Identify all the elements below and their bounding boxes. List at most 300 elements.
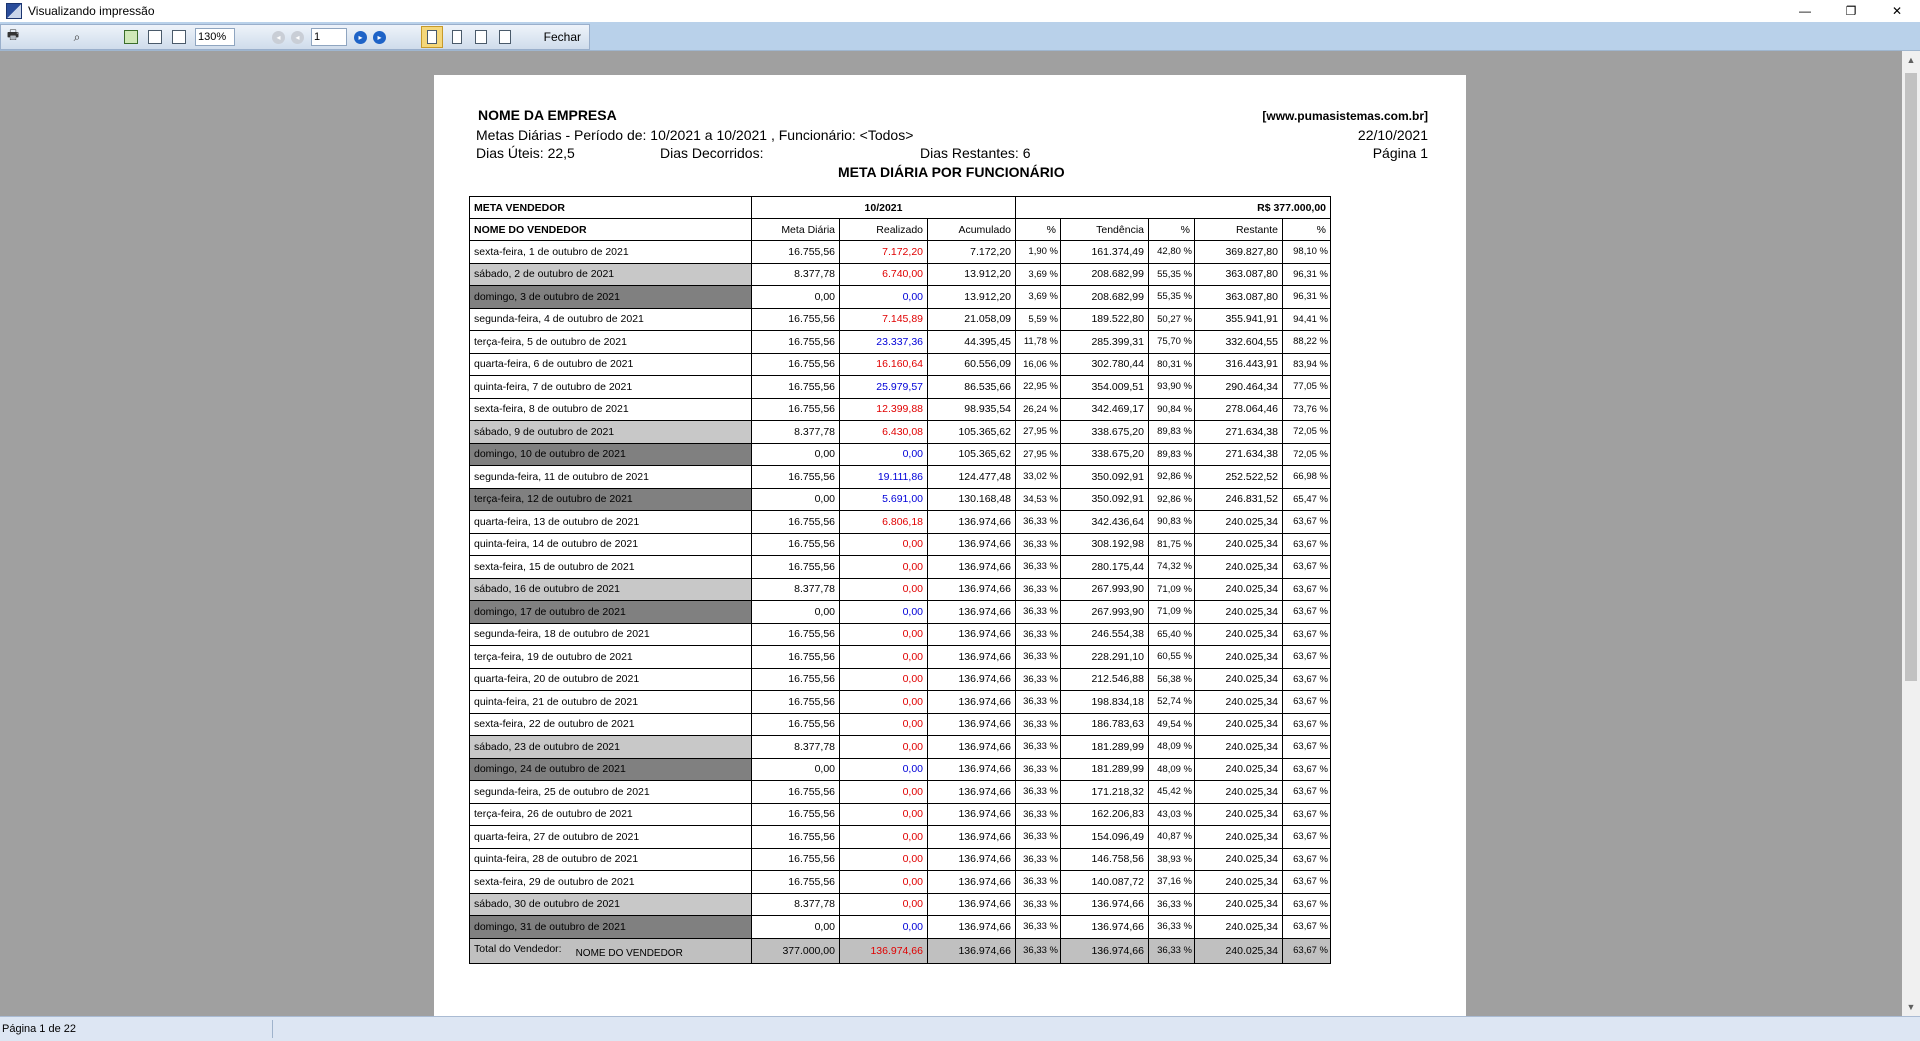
pct-restante-cell: 77,05 % [1283, 376, 1331, 399]
day-cell: segunda-feira, 4 de outubro de 2021 [470, 308, 752, 331]
realizado-cell: 0,00 [840, 803, 928, 826]
page-number-input[interactable]: 1 [311, 28, 347, 46]
pct-restante-cell: 63,67 % [1283, 916, 1331, 939]
pct-acumulado-cell: 36,33 % [1016, 871, 1061, 894]
tendencia-cell: 171.218,32 [1061, 781, 1149, 804]
acumulado-cell: 60.556,09 [928, 353, 1016, 376]
meta-cell: 16.755,56 [752, 848, 840, 871]
table-row [470, 511, 1331, 534]
table-row [470, 286, 1331, 309]
tendencia-cell: 338.675,20 [1061, 443, 1149, 466]
toolbar [0, 22, 1920, 51]
previous-page-icon[interactable]: ◂ [291, 31, 304, 44]
acumulado-cell: 136.974,66 [928, 623, 1016, 646]
maximize-button[interactable]: ❐ [1845, 4, 1857, 18]
company-name: NOME DA EMPRESA [478, 107, 617, 123]
scroll-up-icon[interactable]: ▲ [1906, 55, 1916, 65]
restante-cell: 355.941,91 [1195, 308, 1283, 331]
vertical-scrollbar[interactable] [1902, 51, 1920, 1016]
tendencia-cell: 308.192,98 [1061, 533, 1149, 556]
restante-cell: 240.025,34 [1195, 601, 1283, 624]
total-restante: 240.025,34 [1195, 938, 1283, 963]
status-page-count: Página 1 de 22 [0, 1020, 273, 1038]
meta-cell: 16.755,56 [752, 353, 840, 376]
total-label: Total do Vendedor: [474, 942, 562, 955]
meta-table [469, 196, 1331, 964]
total-seller-name: NOME DO VENDEDOR [575, 947, 683, 959]
realizado-cell: 5.691,00 [840, 488, 928, 511]
column-header: % [1149, 219, 1195, 241]
pct-tendencia-cell: 74,32 % [1149, 556, 1195, 579]
two-pages-icon[interactable] [447, 27, 467, 47]
realizado-cell: 0,00 [840, 601, 928, 624]
pct-tendencia-cell: 48,09 % [1149, 736, 1195, 759]
meta-cell: 8.377,78 [752, 578, 840, 601]
page-label: Página 1 [1372, 145, 1428, 161]
restante-cell: 290.464,34 [1195, 376, 1283, 399]
table-row [470, 398, 1331, 421]
pct-tendencia-cell: 93,90 % [1149, 376, 1195, 399]
day-cell: quinta-feira, 28 de outubro de 2021 [470, 848, 752, 871]
table-row [470, 488, 1331, 511]
day-cell: quarta-feira, 13 de outubro de 2021 [470, 511, 752, 534]
close-button[interactable]: Fechar [543, 30, 581, 44]
table-row [470, 353, 1331, 376]
pct-restante-cell: 63,67 % [1283, 646, 1331, 669]
day-cell: domingo, 10 de outubro de 2021 [470, 443, 752, 466]
pct-acumulado-cell: 34,53 % [1016, 488, 1061, 511]
meta-cell: 16.755,56 [752, 376, 840, 399]
day-cell: terça-feira, 5 de outubro de 2021 [470, 331, 752, 354]
restante-cell: 240.025,34 [1195, 758, 1283, 781]
tendencia-cell: 162.206,83 [1061, 803, 1149, 826]
meta-cell: 0,00 [752, 443, 840, 466]
pct-acumulado-cell: 27,95 % [1016, 443, 1061, 466]
table-row [470, 308, 1331, 331]
first-page-icon[interactable]: ◂ [272, 31, 285, 44]
pct-tendencia-cell: 50,27 % [1149, 308, 1195, 331]
table-row [470, 916, 1331, 939]
tendencia-cell: 161.374,49 [1061, 241, 1149, 264]
total-tendencia: 136.974,66 [1061, 938, 1149, 963]
zoom-input[interactable]: 130% [195, 28, 235, 46]
pct-tendencia-cell: 81,75 % [1149, 533, 1195, 556]
restante-cell: 363.087,80 [1195, 263, 1283, 286]
pct-restante-cell: 63,67 % [1283, 848, 1331, 871]
restante-cell: 240.025,34 [1195, 646, 1283, 669]
pct-tendencia-cell: 43,03 % [1149, 803, 1195, 826]
scrollbar-thumb[interactable] [1905, 73, 1917, 681]
print-icon[interactable]: 🖶 [6, 27, 20, 42]
column-header: Realizado [840, 219, 928, 241]
acumulado-cell: 136.974,66 [928, 601, 1016, 624]
total-meta: 377.000,00 [752, 938, 840, 963]
page-grid-icon[interactable] [495, 27, 515, 47]
dias-restantes: Dias Restantes: 6 [920, 145, 1031, 161]
pct-tendencia-cell: 49,54 % [1149, 713, 1195, 736]
pct-acumulado-cell: 36,33 % [1016, 556, 1061, 579]
meta-cell: 16.755,56 [752, 466, 840, 489]
column-header: Restante [1195, 219, 1283, 241]
day-cell: sexta-feira, 8 de outubro de 2021 [470, 398, 752, 421]
pct-tendencia-cell: 71,09 % [1149, 578, 1195, 601]
pct-restante-cell: 96,31 % [1283, 286, 1331, 309]
acumulado-cell: 136.974,66 [928, 533, 1016, 556]
tendencia-cell: 189.522,80 [1061, 308, 1149, 331]
restante-cell: 369.827,80 [1195, 241, 1283, 264]
pct-acumulado-cell: 3,69 % [1016, 286, 1061, 309]
pct-restante-cell: 63,67 % [1283, 601, 1331, 624]
day-cell: quarta-feira, 6 de outubro de 2021 [470, 353, 752, 376]
acumulado-cell: 136.974,66 [928, 848, 1016, 871]
app-icon [6, 3, 22, 19]
day-cell: segunda-feira, 11 de outubro de 2021 [470, 466, 752, 489]
meta-value: R$ 377.000,00 [1016, 197, 1331, 219]
tendencia-cell: 350.092,91 [1061, 488, 1149, 511]
pct-acumulado-cell: 36,33 % [1016, 511, 1061, 534]
multi-pages-icon[interactable] [471, 27, 491, 47]
realizado-cell: 6.740,00 [840, 263, 928, 286]
tendencia-cell: 198.834,18 [1061, 691, 1149, 714]
meta-cell: 0,00 [752, 286, 840, 309]
restante-cell: 240.025,34 [1195, 803, 1283, 826]
column-header: NOME DO VENDEDOR [470, 219, 752, 241]
tendencia-cell: 302.780,44 [1061, 353, 1149, 376]
dias-decorridos: Dias Decorridos: [660, 145, 764, 161]
table-row [470, 758, 1331, 781]
acumulado-cell: 7.172,20 [928, 241, 1016, 264]
tendencia-cell: 267.993,90 [1061, 601, 1149, 624]
day-cell: sábado, 2 de outubro de 2021 [470, 263, 752, 286]
realizado-cell: 16.160,64 [840, 353, 928, 376]
tendencia-cell: 228.291,10 [1061, 646, 1149, 669]
meta-cell: 16.755,56 [752, 623, 840, 646]
pct-tendencia-cell: 89,83 % [1149, 421, 1195, 444]
total-row [470, 938, 1331, 963]
pct-acumulado-cell: 26,24 % [1016, 398, 1061, 421]
day-cell: terça-feira, 12 de outubro de 2021 [470, 488, 752, 511]
search-icon[interactable]: ⌕ [73, 29, 81, 44]
day-cell: sábado, 16 de outubro de 2021 [470, 578, 752, 601]
table-row [470, 646, 1331, 669]
restante-cell: 316.443,91 [1195, 353, 1283, 376]
pct-acumulado-cell: 36,33 % [1016, 758, 1061, 781]
preview-area[interactable] [0, 51, 1902, 1016]
acumulado-cell: 13.912,20 [928, 286, 1016, 309]
table-row [470, 893, 1331, 916]
next-page-icon[interactable]: ▸ [354, 31, 367, 44]
pct-tendencia-cell: 92,86 % [1149, 466, 1195, 489]
day-cell: sexta-feira, 29 de outubro de 2021 [470, 871, 752, 894]
acumulado-cell: 136.974,66 [928, 758, 1016, 781]
pct-restante-cell: 63,67 % [1283, 623, 1331, 646]
acumulado-cell: 136.974,66 [928, 916, 1016, 939]
tendencia-cell: 350.092,91 [1061, 466, 1149, 489]
table-row [470, 263, 1331, 286]
pct-restante-cell: 63,67 % [1283, 826, 1331, 849]
table-row [470, 781, 1331, 804]
tendencia-cell: 342.436,64 [1061, 511, 1149, 534]
acumulado-cell: 136.974,66 [928, 713, 1016, 736]
tendencia-cell: 154.096,49 [1061, 826, 1149, 849]
tendencia-cell: 285.399,31 [1061, 331, 1149, 354]
table-row [470, 668, 1331, 691]
pct-tendencia-cell: 55,35 % [1149, 286, 1195, 309]
acumulado-cell: 105.365,62 [928, 443, 1016, 466]
total-pct-tendencia: 36,33 % [1149, 938, 1195, 963]
column-header: Meta Diária [752, 219, 840, 241]
restante-cell: 240.025,34 [1195, 713, 1283, 736]
meta-cell: 16.755,56 [752, 691, 840, 714]
meta-cell: 0,00 [752, 601, 840, 624]
table-row [470, 331, 1331, 354]
day-cell: terça-feira, 19 de outubro de 2021 [470, 646, 752, 669]
realizado-cell: 19.111,86 [840, 466, 928, 489]
meta-cell: 16.755,56 [752, 308, 840, 331]
pct-tendencia-cell: 80,31 % [1149, 353, 1195, 376]
restante-cell: 252.522,52 [1195, 466, 1283, 489]
pct-restante-cell: 63,67 % [1283, 893, 1331, 916]
pct-restante-cell: 94,41 % [1283, 308, 1331, 331]
meta-cell: 16.755,56 [752, 511, 840, 534]
realizado-cell: 0,00 [840, 893, 928, 916]
restante-cell: 246.831,52 [1195, 488, 1283, 511]
table-row [470, 601, 1331, 624]
dias-uteis: Dias Úteis: 22,5 [476, 145, 575, 161]
pct-restante-cell: 63,67 % [1283, 511, 1331, 534]
pct-acumulado-cell: 27,95 % [1016, 421, 1061, 444]
pct-restante-cell: 63,67 % [1283, 691, 1331, 714]
pct-tendencia-cell: 90,84 % [1149, 398, 1195, 421]
tendencia-cell: 136.974,66 [1061, 916, 1149, 939]
table-row [470, 848, 1331, 871]
meta-label: META VENDEDOR [470, 197, 752, 219]
table-row [470, 556, 1331, 579]
pct-restante-cell: 63,67 % [1283, 871, 1331, 894]
pct-tendencia-cell: 90,83 % [1149, 511, 1195, 534]
table-row [470, 871, 1331, 894]
day-cell: sexta-feira, 22 de outubro de 2021 [470, 713, 752, 736]
pct-tendencia-cell: 60,55 % [1149, 646, 1195, 669]
tendencia-cell: 136.974,66 [1061, 893, 1149, 916]
report-page [434, 75, 1466, 1016]
meta-cell: 16.755,56 [752, 871, 840, 894]
table-row [470, 443, 1331, 466]
pct-restante-cell: 66,98 % [1283, 466, 1331, 489]
minimize-button[interactable]: — [1799, 4, 1811, 18]
meta-cell: 16.755,56 [752, 826, 840, 849]
pct-tendencia-cell: 89,83 % [1149, 443, 1195, 466]
pct-tendencia-cell: 55,35 % [1149, 263, 1195, 286]
realizado-cell: 0,00 [840, 286, 928, 309]
restante-cell: 240.025,34 [1195, 511, 1283, 534]
pct-acumulado-cell: 36,33 % [1016, 893, 1061, 916]
acumulado-cell: 136.974,66 [928, 578, 1016, 601]
day-cell: quarta-feira, 20 de outubro de 2021 [470, 668, 752, 691]
day-cell: domingo, 3 de outubro de 2021 [470, 286, 752, 309]
day-cell: sexta-feira, 1 de outubro de 2021 [470, 241, 752, 264]
day-cell: quinta-feira, 14 de outubro de 2021 [470, 533, 752, 556]
pct-acumulado-cell: 33,02 % [1016, 466, 1061, 489]
export-icon[interactable] [145, 27, 165, 47]
restante-cell: 278.064,46 [1195, 398, 1283, 421]
pct-acumulado-cell: 36,33 % [1016, 826, 1061, 849]
day-cell: domingo, 31 de outubro de 2021 [470, 916, 752, 939]
realizado-cell: 0,00 [840, 871, 928, 894]
day-cell: domingo, 17 de outubro de 2021 [470, 601, 752, 624]
pct-tendencia-cell: 45,42 % [1149, 781, 1195, 804]
title-bar [0, 0, 1920, 22]
table-row [470, 691, 1331, 714]
realizado-cell: 0,00 [840, 781, 928, 804]
realizado-cell: 25.979,57 [840, 376, 928, 399]
restante-cell: 240.025,34 [1195, 533, 1283, 556]
table-row [470, 421, 1331, 444]
restante-cell: 240.025,34 [1195, 871, 1283, 894]
window-controls [1782, 0, 1920, 22]
acumulado-cell: 136.974,66 [928, 668, 1016, 691]
pct-restante-cell: 63,67 % [1283, 758, 1331, 781]
pct-tendencia-cell: 75,70 % [1149, 331, 1195, 354]
pct-restante-cell: 63,67 % [1283, 736, 1331, 759]
tendencia-cell: 146.758,56 [1061, 848, 1149, 871]
day-cell: quinta-feira, 7 de outubro de 2021 [470, 376, 752, 399]
report-heading: META DIÁRIA POR FUNCIONÁRIO [838, 164, 1065, 180]
column-header-row [470, 219, 1331, 241]
pct-acumulado-cell: 1,90 % [1016, 241, 1061, 264]
restante-cell: 240.025,34 [1195, 668, 1283, 691]
pct-tendencia-cell: 65,40 % [1149, 623, 1195, 646]
realizado-cell: 6.806,18 [840, 511, 928, 534]
pct-acumulado-cell: 3,69 % [1016, 263, 1061, 286]
pct-tendencia-cell: 36,33 % [1149, 893, 1195, 916]
pct-acumulado-cell: 36,33 % [1016, 601, 1061, 624]
realizado-cell: 6.430,08 [840, 421, 928, 444]
total-label-cell [470, 938, 752, 963]
window-title: Visualizando impressão [28, 4, 155, 18]
pct-restante-cell: 65,47 % [1283, 488, 1331, 511]
restante-cell: 363.087,80 [1195, 286, 1283, 309]
pct-tendencia-cell: 48,09 % [1149, 758, 1195, 781]
pct-acumulado-cell: 36,33 % [1016, 736, 1061, 759]
table-row [470, 736, 1331, 759]
meta-cell: 8.377,78 [752, 421, 840, 444]
table-row [470, 803, 1331, 826]
pct-tendencia-cell: 92,86 % [1149, 488, 1195, 511]
pct-acumulado-cell: 36,33 % [1016, 916, 1061, 939]
last-page-icon[interactable]: ▸ [373, 31, 386, 44]
pct-acumulado-cell: 36,33 % [1016, 713, 1061, 736]
pct-restante-cell: 72,05 % [1283, 443, 1331, 466]
meta-cell: 16.755,56 [752, 713, 840, 736]
day-cell: domingo, 24 de outubro de 2021 [470, 758, 752, 781]
pct-acumulado-cell: 22,95 % [1016, 376, 1061, 399]
restante-cell: 240.025,34 [1195, 736, 1283, 759]
acumulado-cell: 136.974,66 [928, 826, 1016, 849]
acumulado-cell: 136.974,66 [928, 893, 1016, 916]
meta-cell: 0,00 [752, 488, 840, 511]
restante-cell: 240.025,34 [1195, 556, 1283, 579]
acumulado-cell: 136.974,66 [928, 781, 1016, 804]
realizado-cell: 0,00 [840, 916, 928, 939]
acumulado-cell: 44.395,45 [928, 331, 1016, 354]
day-cell: segunda-feira, 18 de outubro de 2021 [470, 623, 752, 646]
total-acumulado: 136.974,66 [928, 938, 1016, 963]
table-row [470, 826, 1331, 849]
restante-cell: 240.025,34 [1195, 848, 1283, 871]
realizado-cell: 0,00 [840, 443, 928, 466]
restante-cell: 240.025,34 [1195, 893, 1283, 916]
restante-cell: 240.025,34 [1195, 691, 1283, 714]
acumulado-cell: 136.974,66 [928, 511, 1016, 534]
pct-acumulado-cell: 5,59 % [1016, 308, 1061, 331]
restante-cell: 271.634,38 [1195, 421, 1283, 444]
page-setup-icon[interactable] [121, 27, 141, 47]
pct-restante-cell: 63,67 % [1283, 578, 1331, 601]
table-row [470, 241, 1331, 264]
pct-acumulado-cell: 36,33 % [1016, 623, 1061, 646]
table-row [470, 533, 1331, 556]
pct-acumulado-cell: 36,33 % [1016, 533, 1061, 556]
acumulado-cell: 136.974,66 [928, 646, 1016, 669]
meta-cell: 8.377,78 [752, 736, 840, 759]
pct-acumulado-cell: 36,33 % [1016, 848, 1061, 871]
scroll-down-icon[interactable]: ▼ [1906, 1002, 1916, 1012]
meta-cell: 0,00 [752, 916, 840, 939]
restante-cell: 240.025,34 [1195, 623, 1283, 646]
day-cell: sábado, 23 de outubro de 2021 [470, 736, 752, 759]
column-header: % [1283, 219, 1331, 241]
pct-restante-cell: 63,67 % [1283, 533, 1331, 556]
pct-restante-cell: 63,67 % [1283, 556, 1331, 579]
meta-header-row [470, 197, 1331, 219]
realizado-cell: 0,00 [840, 668, 928, 691]
realizado-cell: 0,00 [840, 623, 928, 646]
acumulado-cell: 98.935,54 [928, 398, 1016, 421]
day-cell: quinta-feira, 21 de outubro de 2021 [470, 691, 752, 714]
tendencia-cell: 208.682,99 [1061, 263, 1149, 286]
restante-cell: 240.025,34 [1195, 916, 1283, 939]
meta-cell: 8.377,78 [752, 893, 840, 916]
table-row [470, 623, 1331, 646]
toolbar-strip [0, 24, 590, 50]
close-window-button[interactable]: ✕ [1891, 4, 1903, 18]
realizado-cell: 0,00 [840, 556, 928, 579]
single-page-icon[interactable] [421, 26, 443, 48]
table-row [470, 376, 1331, 399]
restante-cell: 240.025,34 [1195, 826, 1283, 849]
realizado-cell: 0,00 [840, 578, 928, 601]
realizado-cell: 0,00 [840, 691, 928, 714]
tendencia-cell: 342.469,17 [1061, 398, 1149, 421]
total-pct-acumulado: 36,33 % [1016, 938, 1061, 963]
zoom-icon[interactable] [169, 27, 189, 47]
day-cell: segunda-feira, 25 de outubro de 2021 [470, 781, 752, 804]
restante-cell: 332.604,55 [1195, 331, 1283, 354]
tendencia-cell: 354.009,51 [1061, 376, 1149, 399]
total-realizado: 136.974,66 [840, 938, 928, 963]
column-header: Tendência [1061, 219, 1149, 241]
tendencia-cell: 208.682,99 [1061, 286, 1149, 309]
meta-cell: 16.755,56 [752, 241, 840, 264]
acumulado-cell: 136.974,66 [928, 691, 1016, 714]
acumulado-cell: 130.168,48 [928, 488, 1016, 511]
realizado-cell: 0,00 [840, 646, 928, 669]
tendencia-cell: 267.993,90 [1061, 578, 1149, 601]
tendencia-cell: 338.675,20 [1061, 421, 1149, 444]
day-cell: quarta-feira, 27 de outubro de 2021 [470, 826, 752, 849]
meta-cell: 16.755,56 [752, 803, 840, 826]
